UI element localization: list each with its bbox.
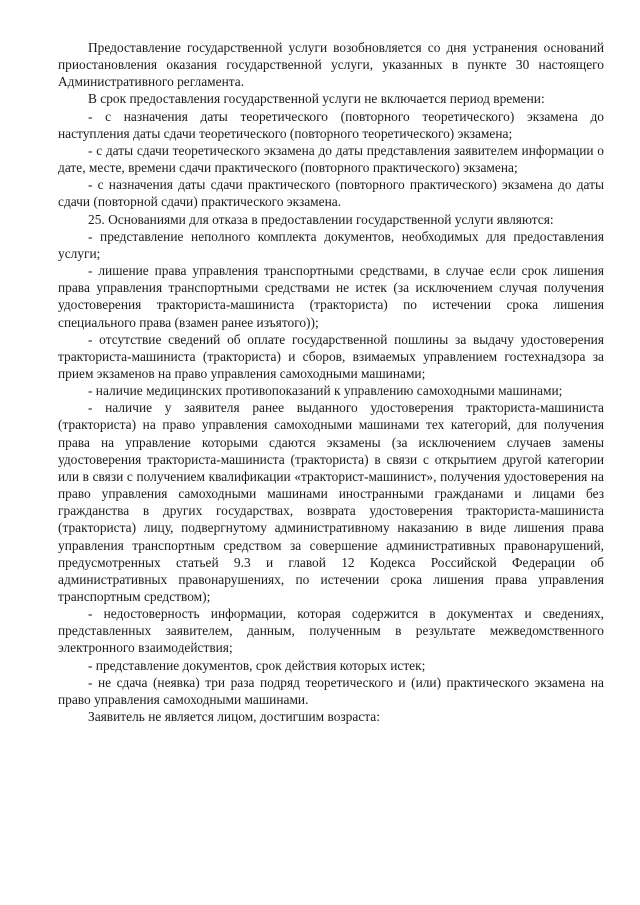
document-page bbox=[58, 39, 604, 725]
paragraph-license-deprivation: - лишение права управления транспортными средствами, в случае если срок лишения права управления транспортными средствами не истек (за исключением случая получения удостоверения тракториста-машиниста (тракториста) по истечении срока лишения специального права (взамен ранее изъятого)); bbox=[58, 263, 604, 330]
paragraph-incomplete-documents: - представление неполного комплекта документов, необходимых для предоставления услуги; bbox=[58, 228, 604, 261]
paragraph-excluded-period-intro: В срок предоставления государственной услуги не включается период времени: bbox=[88, 91, 545, 107]
paragraph-excluded-info-submission: - с даты сдачи теоретического экзамена до даты представления заявителем информации о дате, месте, времени сдачи практического (повторного практического) экзамена; bbox=[58, 142, 604, 176]
paragraph-excluded-practical-exam: - с назначения даты сдачи практического (повторного практического) экзамена до даты сдачи (повторной сдачи) практического экзамена. bbox=[58, 177, 604, 210]
paragraph-medical-contraindications: - наличие медицинских противопоказаний к управлению самоходными машинами; bbox=[88, 383, 563, 399]
paragraph-existing-certificate: - наличие у заявителя ранее выданного удостоверения тракториста-машиниста (тракториста) на право управления самоходными машинами тех категорий, для получения права на управление которыми сдаются экзамены (за исключением случаев замены удостоверения тракториста-машиниста (тракториста) в связи с открытием другой категории или в связи с получением квалификации «тракторист-машинист», получения удостоверения на право управления самоходными машинами иностранными гражданами и лицами без гражданства в других государствах, возврата удостоверения тракториста-машиниста (тракториста) лицу, подвергнутому административному наказанию в виде лишения права управления транспортным средством за совершение административных правонарушений, предусмотренных статьей 9.3 и главой 12 Кодекса Российской Федерации об административных правонарушениях, по истечении срока лишения права управления транспортным средством); bbox=[58, 400, 604, 604]
paragraph-resumption: Предоставление государственной услуги возобновляется со дня устранения оснований приостановления оказания государственной услуги, указанных в пункте 30 настоящего Административного регламента. bbox=[58, 40, 604, 90]
paragraph-excluded-theory-exam: - с назначения даты теоретического (повторного теоретического) экзамена до наступления даты сдачи теоретического (повторного теоретического) экзамена; bbox=[58, 108, 604, 141]
paragraph-age-requirement: Заявитель не является лицом, достигшим возраста: bbox=[88, 709, 380, 725]
paragraph-refusal-grounds-intro: 25. Основаниями для отказа в предоставлении государственной услуги являются: bbox=[88, 211, 554, 227]
paragraph-no-payment-info: - отсутствие сведений об оплате государственной пошлины за выдачу удостоверения тракториста-машиниста (тракториста) и сборов, взимаемых управлением гостехнадзора за прием экзаменов на право управления самоходными машинами; bbox=[58, 331, 604, 381]
paragraph-unreliable-information: - недостоверность информации, которая содержится в документах и сведениях, представленных заявителем, данным, полученным в результате межведомственного электронного взаимодействия; bbox=[58, 606, 604, 656]
paragraph-failed-exams: - не сдача (неявка) три раза подряд теоретического и (или) практического экзамена на право управления самоходными машинами. bbox=[58, 674, 604, 707]
paragraph-expired-documents: - представление документов, срок действия которых истек; bbox=[88, 657, 426, 673]
